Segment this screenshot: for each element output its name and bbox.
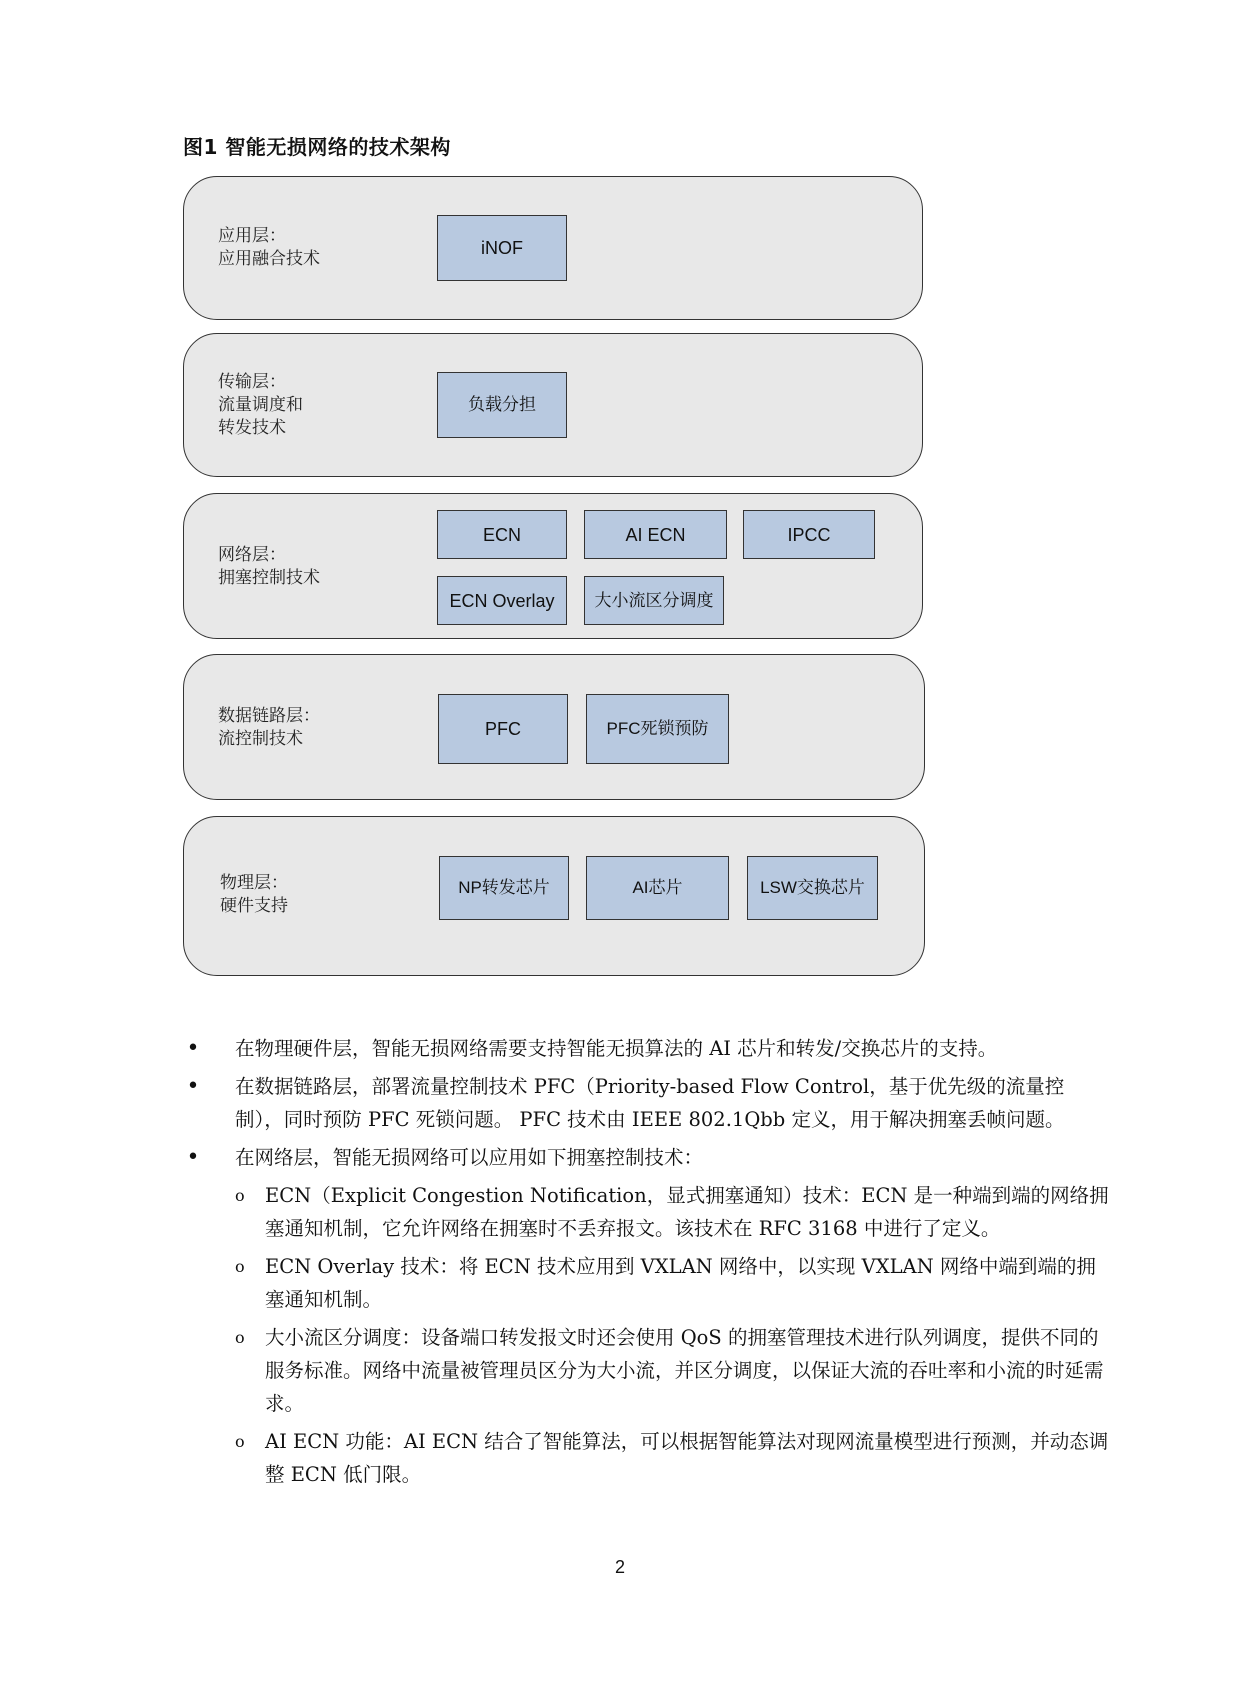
physical-layer-label: 物理层： 硬件支持: [220, 873, 288, 916]
bullet-dot-icon: •: [186, 1074, 200, 1099]
sub-bullet-text: AI ECN 功能：AI ECN 结合了智能算法，可以根据智能算法对现网流量模型进行预测，并动态调整 ECN 低门限。: [265, 1430, 1109, 1486]
sub-bullet-text: 大小流区分调度：设备端口转发报文时还会使用 QoS 的拥塞管理技术进行队列调度，提供不同的服务标准。网络中流量被管理员区分为大小流，并区分调度，以保证大流的吞吐率和小流的时延需求。: [265, 1326, 1104, 1415]
application-layer-label: 应用层： 应用融合技术: [218, 226, 320, 269]
sub-list-item: [183, 1179, 1113, 1245]
bullet-text: 在网络层，智能无损网络可以应用如下拥塞控制技术：: [235, 1146, 704, 1169]
ai-ecn-box: AI ECN: [584, 510, 727, 559]
bullet-text: 在物理硬件层，智能无损网络需要支持智能无损算法的 AI 芯片和转发/交换芯片的支持。: [235, 1037, 998, 1060]
pfc-deadlock-prevention-box: PFC死锁预防: [586, 694, 729, 764]
sub-list-item: [183, 1425, 1113, 1491]
flow-size-scheduling-box: 大小流区分调度: [584, 576, 724, 625]
bullet-circle-icon: o: [235, 1432, 245, 1451]
sub-bullet-text: ECN Overlay 技术：将 ECN 技术应用到 VXLAN 网络中，以实现 VXLAN 网络中端到端的拥塞通知机制。: [265, 1255, 1096, 1311]
np-forwarding-chip-box: NP转发芯片: [439, 856, 569, 920]
inof-box: iNOF: [437, 215, 567, 281]
ipcc-box: IPCC: [743, 510, 875, 559]
load-balancing-box: 负载分担: [437, 372, 567, 438]
list-item: [183, 1032, 1113, 1065]
list-item: [183, 1141, 1113, 1174]
data-link-layer-label: 数据链路层： 流控制技术: [218, 706, 320, 749]
page-number: 2: [614, 1557, 625, 1577]
sub-bullet-text: ECN（Explicit Congestion Notification，显式拥塞通知）技术：ECN 是一种端到端的网络拥塞通知机制，它允许网络在拥塞时不丢弃报文。该技术在 RFC 3168 中进行了定义。: [265, 1184, 1109, 1240]
bullet-dot-icon: •: [186, 1036, 200, 1061]
data-link-layer: [183, 654, 925, 800]
transport-layer: [183, 333, 923, 477]
bullet-dot-icon: •: [186, 1145, 200, 1170]
lsw-switching-chip-box: LSW交换芯片: [747, 856, 878, 920]
sub-list-item: [183, 1321, 1113, 1420]
list-item: [183, 1070, 1113, 1136]
figure-title: 图1 智能无损网络的技术架构: [183, 135, 451, 159]
bullet-circle-icon: o: [235, 1328, 245, 1347]
network-layer-label: 网络层： 拥塞控制技术: [218, 545, 320, 588]
sub-list-item: [183, 1250, 1113, 1316]
ecn-box: ECN: [437, 510, 567, 559]
physical-layer: [183, 816, 925, 976]
pfc-box: PFC: [438, 694, 568, 764]
network-layer: [183, 493, 923, 639]
ecn-overlay-box: ECN Overlay: [437, 576, 567, 625]
application-layer: [183, 176, 923, 320]
bullet-circle-icon: o: [235, 1257, 245, 1276]
transport-layer-label: 传输层： 流量调度和 转发技术: [218, 372, 303, 438]
ai-chip-box: AI芯片: [586, 856, 729, 920]
bullet-circle-icon: o: [235, 1186, 245, 1205]
bullet-text: 在数据链路层，部署流量控制技术 PFC（Priority-based Flow Control，基于优先级的流量控制），同时预防 PFC 死锁问题。 PFC 技术由 IEEE 802.1Qbb 定义，用于解决拥塞丢帧问题。: [235, 1075, 1065, 1131]
bullet-list: [183, 1032, 1113, 1496]
